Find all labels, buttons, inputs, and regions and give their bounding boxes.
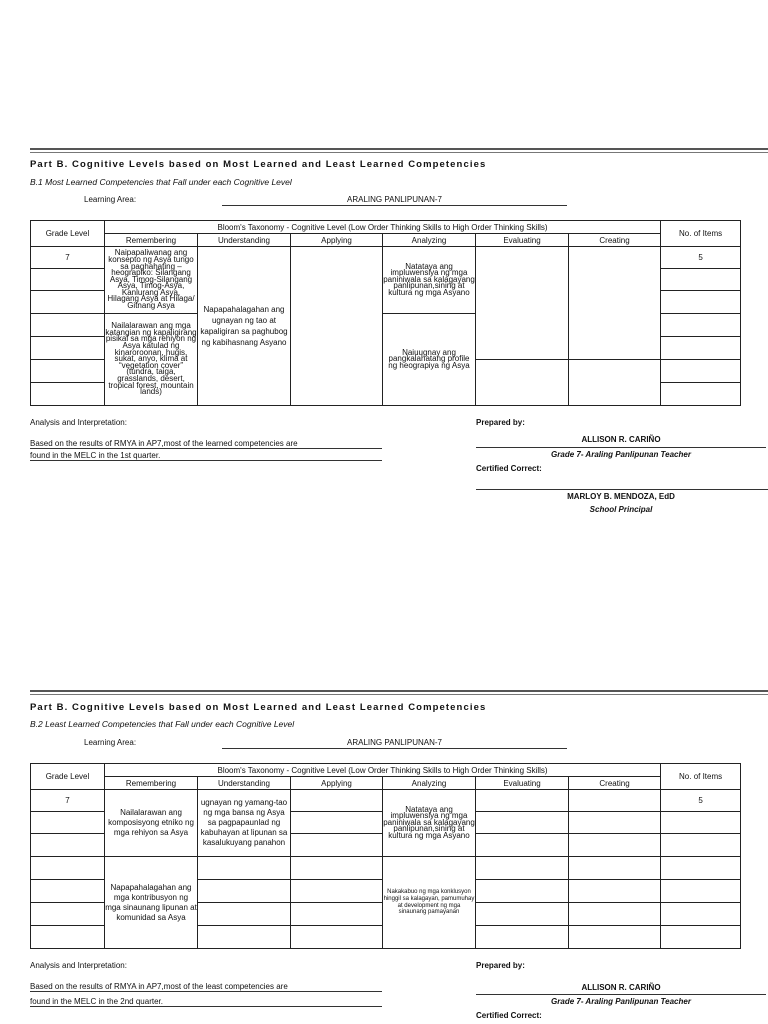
top-rule xyxy=(30,148,768,153)
analysis-line-1: Based on the results of RMYA in AP7,most of the learned competencies are xyxy=(30,439,382,449)
analysis-label: Analysis and Interpretation: xyxy=(30,961,127,970)
understanding-cell-blank xyxy=(198,880,291,903)
analysis-label: Analysis and Interpretation: xyxy=(30,418,127,427)
level-analyzing: Analyzing xyxy=(383,234,476,247)
evaluating-cell xyxy=(476,790,569,812)
learning-area-value: ARALING PANLIPUNAN-7 xyxy=(222,738,567,749)
level-creating: Creating xyxy=(569,777,661,790)
items-cell-blank xyxy=(661,857,741,880)
understanding-cell: ugnayan ng yamang-tao ng mga bansa ng Asya sa pagpapaunlad ng kabuhayan at lipunan sa kasalukuyang panahon xyxy=(198,790,291,857)
grade-level-header: Grade Level xyxy=(31,221,105,247)
preparer-title: Grade 7- Araling Panlipunan Teacher xyxy=(551,450,691,459)
remembering-cell-2: Nailalarawan ang mga katangian ng kapaligirang pisikal sa mga rehiyon ng Asya katulad ng kinaroroonan, hugis, sukat, anyo, klima at “vegetation cover” (tundra, taiga, grasslands, desert, tropical forest, mountain lands) xyxy=(105,314,198,406)
learning-area-label: Learning Area: xyxy=(84,738,137,747)
items-cell-blank xyxy=(661,903,741,926)
items-cell-blank xyxy=(661,360,741,383)
no-items-header: No. of Items xyxy=(661,221,741,247)
analyzing-cell-1: Natataya ang impluwensiya ng mga paniniwala sa kalagayang panlipunan,sining at kultura ng mga Asyano xyxy=(383,790,476,857)
evaluating-cell-1 xyxy=(476,247,569,360)
evaluating-cell xyxy=(476,812,569,834)
level-understanding: Understanding xyxy=(198,234,291,247)
analyzing-cell-2: Naiuugnay ang pangkalahatang profile ng heograpiya ng Asya xyxy=(383,314,476,406)
items-cell-blank xyxy=(661,314,741,337)
applying-cell xyxy=(291,790,383,812)
certified-label: Certified Correct: xyxy=(476,1011,542,1020)
items-cell: 5 xyxy=(661,247,741,269)
applying-cell xyxy=(291,880,383,903)
evaluating-cell xyxy=(476,903,569,926)
grade-cell-blank xyxy=(31,903,105,926)
evaluating-cell xyxy=(476,926,569,949)
level-remembering: Remembering xyxy=(105,777,198,790)
preparer-title: Grade 7- Araling Panlipunan Teacher xyxy=(551,997,691,1006)
understanding-cell-blank xyxy=(198,926,291,949)
understanding-cell-blank xyxy=(198,857,291,880)
evaluating-cell xyxy=(476,880,569,903)
analyzing-cell-1: Natataya ang impluwensiya ng mga paniniwala sa kalagayang panlipunan,sining at kultura ng mga Asyano xyxy=(383,247,476,314)
understanding-cell: Napapahalagahan ang ugnayan ng tao at kapaligiran sa paghubog ng kabihasnang Asyano xyxy=(198,247,291,406)
evaluating-cell xyxy=(476,834,569,857)
level-understanding: Understanding xyxy=(198,777,291,790)
understanding-cell-blank xyxy=(198,903,291,926)
analysis-line-1: Based on the results of RMYA in AP7,most of the least competencies are xyxy=(30,982,382,992)
creating-cell xyxy=(569,903,661,926)
grade-cell-blank xyxy=(31,880,105,903)
grade-cell-blank xyxy=(31,269,105,291)
signature-line xyxy=(476,447,766,448)
evaluating-cell-2 xyxy=(476,360,569,406)
creating-cell xyxy=(569,880,661,903)
items-cell-blank xyxy=(661,926,741,949)
applying-cell xyxy=(291,812,383,834)
grade-cell-blank xyxy=(31,857,105,880)
creating-cell xyxy=(569,834,661,857)
level-creating: Creating xyxy=(569,234,661,247)
level-evaluating: Evaluating xyxy=(476,777,569,790)
items-cell-blank xyxy=(661,880,741,903)
creating-cell xyxy=(569,790,661,812)
preparer-name: ALLISON R. CARIÑO xyxy=(581,983,661,992)
analysis-line-2: found in the MELC in the 2nd quarter. xyxy=(30,997,382,1007)
applying-cell xyxy=(291,857,383,880)
learning-area-label: Learning Area: xyxy=(84,195,137,204)
items-cell-blank xyxy=(661,291,741,314)
remembering-cell-1: Nailalarawan ang komposisyong etniko ng mga rehiyon sa Asya xyxy=(105,790,198,857)
items-cell-blank xyxy=(661,337,741,360)
creating-cell-1 xyxy=(569,247,661,360)
principal-title: School Principal xyxy=(589,505,653,514)
section-subtitle: B.2 Least Learned Competencies that Fall under each Cognitive Level xyxy=(30,719,295,729)
prepared-by-label: Prepared by: xyxy=(476,961,525,970)
creating-cell-2 xyxy=(569,360,661,406)
creating-cell xyxy=(569,926,661,949)
evaluating-cell xyxy=(476,857,569,880)
prepared-by-label: Prepared by: xyxy=(476,418,525,427)
applying-cell xyxy=(291,903,383,926)
level-evaluating: Evaluating xyxy=(476,234,569,247)
preparer-name: ALLISON R. CARIÑO xyxy=(581,435,661,444)
grade-cell-blank xyxy=(31,926,105,949)
level-applying: Applying xyxy=(291,777,383,790)
grade-cell: 7 xyxy=(31,790,105,812)
creating-cell xyxy=(569,812,661,834)
principal-name: MARLOY B. MENDOZA, EdD xyxy=(567,492,675,501)
applying-cell xyxy=(291,926,383,949)
blooms-header: Bloom's Taxonomy - Cognitive Level (Low Order Thinking Skills to High Order Thinking Skills) xyxy=(105,764,661,777)
items-cell-blank xyxy=(661,269,741,291)
section-subtitle: B.1 Most Learned Competencies that Fall under each Cognitive Level xyxy=(30,177,292,187)
items-cell-blank xyxy=(661,834,741,857)
grade-cell-blank xyxy=(31,812,105,834)
analyzing-cell-2: Nakakabuo ng mga konklusyon hinggil sa kalagayan, pamumuhay at development ng mga sinaunang pamayanan xyxy=(383,857,476,949)
grade-cell-blank xyxy=(31,383,105,406)
no-items-header: No. of Items xyxy=(661,764,741,790)
creating-cell xyxy=(569,857,661,880)
remembering-cell-1: Naipapaliwanag ang konsepto ng Asya tungo sa paghahating –heograpiko: Silangang Asya, Timog-Silangang Asya, Timog-Asya, Kanlurang Asya, Hilagang Asya at Hilaga/ Gitnang Asya xyxy=(105,247,198,314)
grade-cell: 7 xyxy=(31,247,105,269)
grade-cell-blank xyxy=(31,337,105,360)
level-applying: Applying xyxy=(291,234,383,247)
items-cell: 5 xyxy=(661,790,741,812)
learning-area-value: ARALING PANLIPUNAN-7 xyxy=(222,195,567,206)
part-title: Part B. Cognitive Levels based on Most Learned and Least Learned Competencies xyxy=(30,159,487,170)
grade-cell-blank xyxy=(31,314,105,337)
blooms-header: Bloom's Taxonomy - Cognitive Level (Low Order Thinking Skills to High Order Thinking Skills) xyxy=(105,221,661,234)
signature-line xyxy=(476,489,768,490)
top-rule xyxy=(30,690,768,695)
grade-level-header: Grade Level xyxy=(31,764,105,790)
items-cell-blank xyxy=(661,383,741,406)
competency-table-1 xyxy=(30,220,741,406)
level-analyzing: Analyzing xyxy=(383,777,476,790)
applying-cell xyxy=(291,247,383,406)
analysis-line-2: found in the MELC in the 1st quarter. xyxy=(30,451,382,461)
applying-cell xyxy=(291,834,383,857)
remembering-cell-2: Napapahalagahan ang mga kontribusyon ng mga sinaunang lipunan at komunidad sa Asya xyxy=(105,857,198,949)
competency-table-2 xyxy=(30,763,741,949)
part-title: Part B. Cognitive Levels based on Most Learned and Least Learned Competencies xyxy=(30,702,487,713)
signature-line xyxy=(476,994,766,995)
level-remembering: Remembering xyxy=(105,234,198,247)
grade-cell-blank xyxy=(31,834,105,857)
certified-label: Certified Correct: xyxy=(476,464,542,473)
items-cell-blank xyxy=(661,812,741,834)
grade-cell-blank xyxy=(31,291,105,314)
grade-cell-blank xyxy=(31,360,105,383)
